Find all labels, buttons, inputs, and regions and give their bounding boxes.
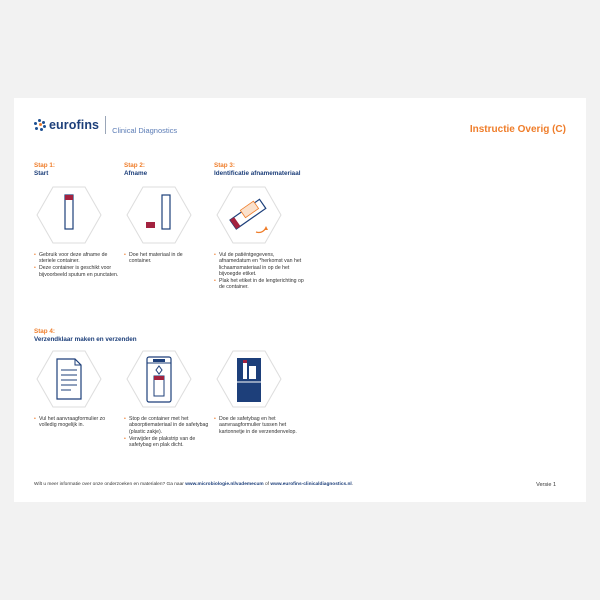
step-number: Stap 1:	[34, 162, 55, 169]
bullet: • Plak het etiket in de lengterichting op de container.	[214, 278, 304, 291]
bullet: • Deze container is geschikt voor bijvoorbeeld sputum en punctaten.	[34, 265, 120, 278]
website-link[interactable]: www.eurofins-clinicaldiagnostics.nl	[270, 482, 352, 487]
bullet: • Vul de patiëntgegevens, afnamedatum en *herkomst van het lichaamsmateriaal in op de het bijvoegde etiket.	[214, 252, 304, 277]
footer-or: of	[265, 482, 270, 487]
bullet: • Verwijder de plakstrip van de safetybag en plak dicht.	[124, 436, 212, 449]
step-2-heading	[124, 162, 204, 177]
step-3-bullets	[214, 252, 304, 291]
request-form-icon	[36, 350, 102, 408]
step-4-heading	[34, 328, 194, 343]
footer-info: Wilt u meer informatie over onze onderzoeken en materialen? Ga naar www.microbiologie.nl/vademecum of www.eurofins-clinicaldiagnostics.nl.	[34, 482, 354, 487]
footer-text: Wilt u meer informatie over onze onderzoeken en materialen? Ga naar	[34, 482, 184, 487]
brand-divider	[105, 116, 106, 134]
step-6-bullets	[214, 416, 302, 436]
bullet: • Gebruik voor deze afname de steriele container.	[34, 252, 120, 265]
step-number: Stap 2:	[124, 162, 145, 169]
safety-bag-icon	[126, 350, 192, 408]
step-number: Stap 3:	[214, 162, 235, 169]
step-5-bullets	[124, 416, 212, 449]
step-title: Afname	[124, 169, 148, 177]
step-title: Start	[34, 169, 49, 177]
step-title: Verzendklaar maken en verzenden	[34, 335, 137, 343]
step-1-bullets	[34, 252, 120, 279]
version-label: Versie 1	[536, 482, 556, 488]
brand-division: Clinical Diagnostics	[112, 126, 178, 135]
step-4-bullets	[34, 416, 118, 429]
shipping-box-icon	[216, 350, 282, 408]
label-container-icon	[216, 186, 282, 244]
material-in-container-icon	[126, 186, 192, 244]
step-3-heading	[214, 162, 334, 177]
bullet: • Doe het materiaal in de container.	[124, 252, 204, 265]
step-1-heading	[34, 162, 114, 177]
step-number: Stap 4:	[34, 328, 55, 335]
instruction-card	[14, 98, 586, 502]
bullet: • Doe de safetybag en het aanvraagformulier tussen het kartonnetje in de verzendenvelop.	[214, 416, 302, 435]
bullet: • Vul het aanvraagformulier zo volledig mogelijk in.	[34, 416, 118, 429]
step-title: Identificatie afnamemateriaal	[214, 169, 301, 177]
sterile-container-icon	[36, 186, 102, 244]
document-title: Instructie Overig (C)	[469, 124, 566, 135]
eurofins-logo-icon	[34, 119, 46, 131]
brand-name: eurofins	[49, 117, 100, 132]
bullet: • Stop de container met het absorptiemateriaal in de safetybag (plastic zakje).	[124, 416, 212, 435]
brand-header	[34, 114, 177, 135]
vademecum-link[interactable]: www.microbiologie.nl/vademecum	[185, 482, 264, 487]
step-2-bullets	[124, 252, 204, 265]
